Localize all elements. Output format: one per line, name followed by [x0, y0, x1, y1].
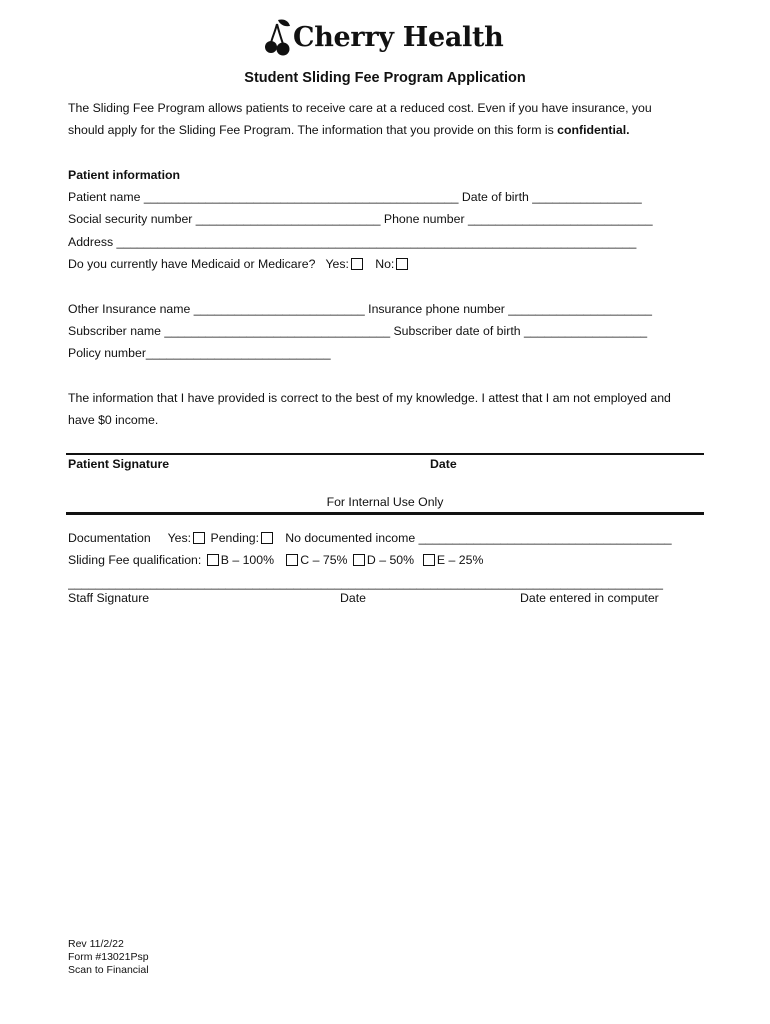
address-field[interactable]: Address ____________________________________________________________________________ [68, 235, 637, 249]
policy-number-field[interactable]: Policy number___________________________ [68, 346, 331, 360]
documentation-pending-checkbox[interactable] [261, 532, 273, 544]
patient-info-heading: Patient information [68, 168, 181, 182]
footer [68, 938, 149, 977]
documentation-row [68, 531, 672, 545]
scan-instruction-text: Scan to Financial [68, 964, 149, 976]
option-e-label: E – 25% [436, 553, 484, 567]
medicaid-question: Do you currently have Medicaid or Medicare? [68, 257, 316, 271]
revision-text: Rev 11/2/22 [68, 938, 124, 950]
staff-signature-line[interactable]: _______________________________________________________________________________________ [68, 576, 663, 590]
brand-name: Cherry Health [293, 21, 504, 53]
option-e-checkbox[interactable] [423, 554, 435, 566]
signature-rule [66, 453, 704, 455]
date-entered-label: Date entered in computer [520, 591, 659, 605]
documentation-pending-label: Pending: [210, 531, 260, 545]
documentation-yes-checkbox[interactable] [193, 532, 205, 544]
medicaid-question-row [68, 257, 410, 271]
qualification-row [68, 553, 483, 567]
signature-date-label[interactable]: Date [430, 457, 457, 471]
intro-line-1: The Sliding Fee Program allows patients to receive care at a reduced cost. Even if you have insurance, you [68, 101, 652, 115]
option-c-checkbox[interactable] [286, 554, 298, 566]
intro-text: should apply for the Sliding Fee Program. The information that you provide on this form is [68, 123, 558, 137]
cherry-health-logo [265, 18, 503, 56]
no-documented-income-field[interactable]: No documented income _____________________________________ [285, 531, 672, 545]
form-title: Student Sliding Fee Program Application [244, 70, 526, 86]
medicaid-no-checkbox[interactable] [396, 258, 408, 270]
option-d-label: D – 50% [366, 553, 415, 567]
option-b-label: B – 100% [220, 553, 275, 567]
cherry-icon [265, 18, 291, 56]
attestation-line-1: The information that I have provided is correct to the best of my knowledge. I attest that I am not employed and [68, 391, 671, 405]
option-d-checkbox[interactable] [353, 554, 365, 566]
qualification-label: Sliding Fee qualification: [68, 553, 202, 567]
patient-name-field[interactable]: Patient name ______________________________________________ Date of birth ________________ [68, 190, 642, 204]
ssn-phone-field[interactable]: Social security number ___________________________ Phone number ___________________________ [68, 212, 653, 226]
subscriber-field[interactable]: Subscriber name _________________________________ Subscriber date of birth __________________ [68, 324, 648, 338]
form-number-text: Form #13021Psp [68, 951, 149, 963]
documentation-label: Documentation [68, 531, 151, 545]
attestation-line-2: have $0 income. [68, 413, 159, 427]
medicaid-yes-label: Yes: [325, 257, 349, 271]
internal-use-rule [66, 512, 704, 515]
documentation-yes-label: Yes: [167, 531, 192, 545]
intro-line-2 [68, 123, 630, 137]
staff-signature-label: Staff Signature [68, 591, 150, 605]
internal-use-heading: For Internal Use Only [326, 495, 444, 509]
staff-date-label: Date [340, 591, 366, 605]
confidential-text: confidential. [557, 123, 630, 137]
option-c-label: C – 75% [300, 553, 348, 567]
medicaid-no-label: No: [375, 257, 395, 271]
medicaid-yes-checkbox[interactable] [351, 258, 363, 270]
option-b-checkbox[interactable] [207, 554, 219, 566]
patient-signature-label[interactable]: Patient Signature [68, 457, 170, 471]
other-insurance-field[interactable]: Other Insurance name _________________________ Insurance phone number _____________________ [68, 302, 652, 316]
